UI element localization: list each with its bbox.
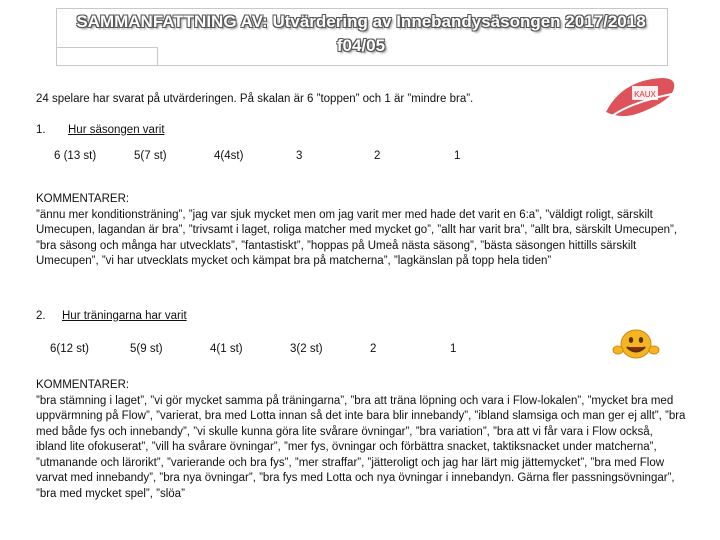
q1-scale-6: 6 (13 st) <box>54 150 97 162</box>
q1-scale-4: 4(4st) <box>214 150 244 162</box>
question-2-number: 2. <box>36 310 46 322</box>
club-logo-icon <box>602 72 682 124</box>
q2-scale-5: 5(9 st) <box>130 343 163 355</box>
q1-comments-block <box>36 192 686 270</box>
q1-scale-5: 5(7 st) <box>134 150 167 162</box>
q2-scale-3: 3(2 st) <box>290 343 323 355</box>
page-title-line1: SAMMANFATTNING AV: Utvärdering av Innebandysäsongen 2017/2018 <box>76 12 646 31</box>
q2-scale-4: 4(1 st) <box>210 343 243 355</box>
q2-scale-6: 6(12 st) <box>50 343 89 355</box>
q1-scale-3: 3 <box>296 150 303 162</box>
page-title <box>56 10 666 58</box>
q2-comments-text: ”bra stämning i laget”, ”vi gör mycket samma på träningarna”, ”bra att träna löpning och vara i Flow-lokalen”, ”mycket bra med uppvärmning på Flow”, ”varierat, bra med Lotta innan så det inte bara blir innebandy”, ”ibland slamsiga och man ger ej allt”, ”bra med både fys och innebandy”, ”vi skulle kunna göra lite svårare övningar”, ”bra variation”, ”bra att vi får vara i Flow också, ibland lite ofokuserat”, ”vill ha svårare övningar”, ”mer fys, övningar och förbättra snacket, taktiksnacket under matcherna”, ”utmanande och lärorikt”, ”varierande och bra fys”, ”mer straffar”, ”jätteroligt och jag har lärt mig jättemycket”, ”bra med Flow varvat med innebandy”, ”bra nya övningar”, ”bra fys med Lotta och nya övningar i innebandyn. Gärna fler passningsövningar”, ”bra med mycket spel”, ”slöa” <box>36 394 686 500</box>
question-1-number: 1. <box>36 124 46 136</box>
q1-comments-label: KOMMENTARER: <box>36 193 130 205</box>
smiley-icon <box>612 320 660 364</box>
club-logo-text: KAUX <box>634 90 656 99</box>
q1-comments-text: ”ännu mer konditionsträning”, ”jag var sjuk mycket men om jag varit mer med hade det varit en 6:a”, ”väldigt roligt, särskilt Umecupen, lagandan är bra”, ”trivsamt i laget, roliga matcher med mycket go”, ”allt har varit bra”, ”allt bra, särskilt Umecupen”, ”bra säsong och många har utvecklats”, ”fantastiskt”, ”hoppas på Umeå nästa säsong”, ”bästa säsongen hittills särskilt Umecupen”, ”vi har utvecklats mycket och kämpat bra på matcherna”, ”lagkänslan på topp hela tiden” <box>36 208 678 267</box>
question-1-title: Hur säsongen varit <box>68 124 165 136</box>
q2-comments-label: KOMMENTARER: <box>36 379 130 391</box>
q2-scale-2: 2 <box>370 343 377 355</box>
q1-scale-2: 2 <box>374 150 381 162</box>
page-title-line2: f04/05 <box>336 36 386 55</box>
intro-text: 24 spelare har svarat på utvärderingen. På skalan är 6 ”toppen” och 1 är ”mindre bra”. <box>36 93 474 105</box>
q1-scale-1: 1 <box>454 150 461 162</box>
question-2-title: Hur träningarna har varit <box>62 310 187 322</box>
q2-scale-1: 1 <box>450 343 457 355</box>
q2-comments-block <box>36 378 686 502</box>
